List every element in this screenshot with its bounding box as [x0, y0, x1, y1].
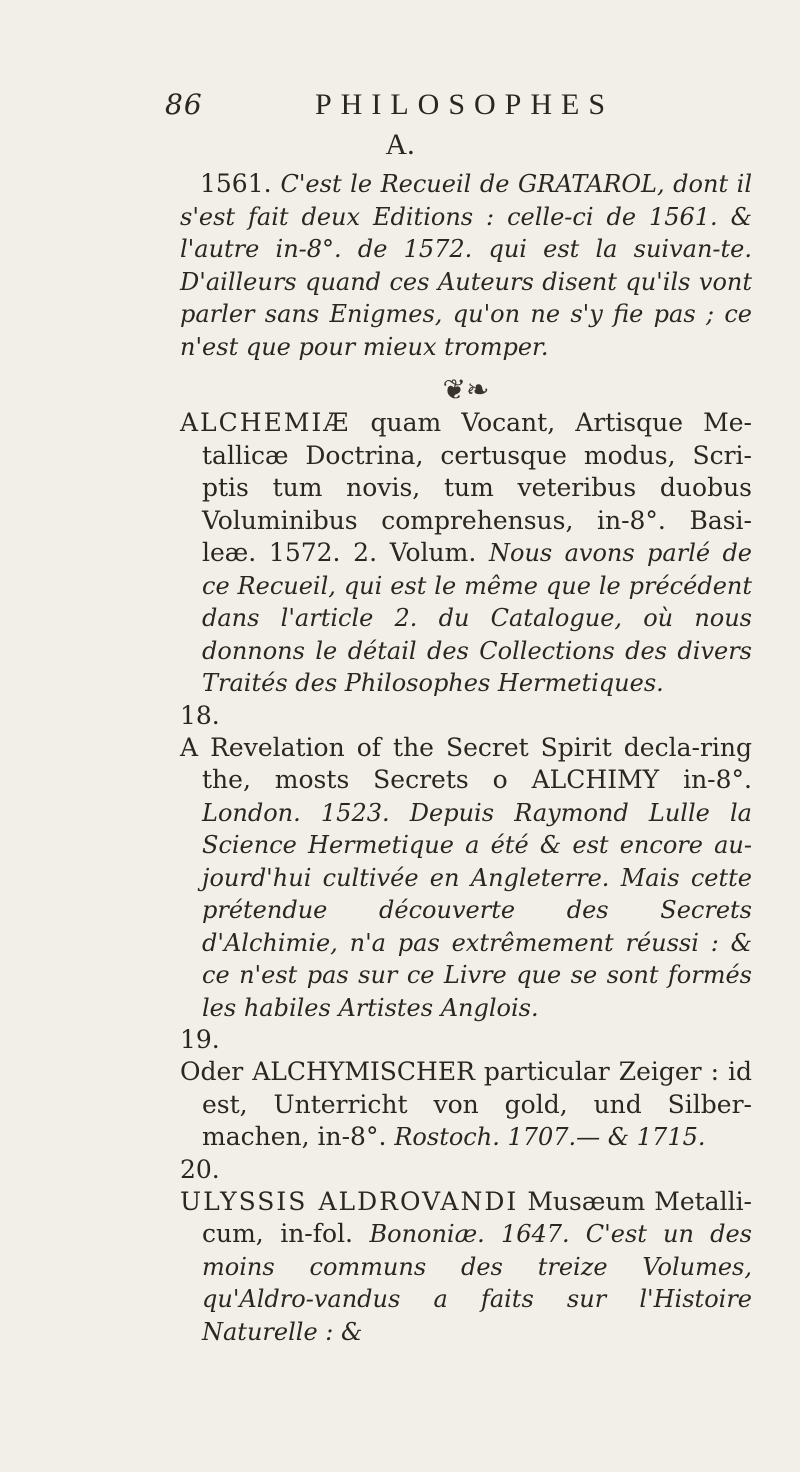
entry-1561 — [180, 168, 752, 363]
entry-lead: A — [180, 732, 199, 762]
entry-alchemiae — [180, 407, 752, 700]
entry-alchymischer — [180, 1056, 752, 1154]
entry-title: ALCHYMISCHER particular Zeiger : id est, Unterricht von gold, und Silber-machen, in-8°. — [202, 1057, 753, 1151]
entry-revelation — [180, 732, 752, 1025]
entry-title: Musæum Metalli-cum, in-fol. — [202, 1186, 753, 1248]
entry-number-18: 18. — [180, 700, 220, 730]
entry-aldrovandi — [180, 1186, 752, 1349]
running-header — [165, 88, 705, 128]
page-number: 86 — [165, 88, 203, 121]
fleuron-ornament: ❦❧ — [442, 373, 490, 406]
entry-number-20: 20. — [180, 1154, 220, 1184]
entry-title: quam Vocant, Artisque Me-tallicæ Doctrina, certusque modus, Scri-ptis tum novis, tum veteribus duobus Voluminibus comprehensus, in-8°. Basi-leæ. 1572. 2. Volum. — [202, 408, 753, 567]
entry-note: Nous avons parlé de ce Recueil, qui est le même que le précédent dans l'article 2. du Catalogue, où nous donnons le détail des Collections des divers Traités des Philosophes Hermetiques. — [202, 539, 753, 697]
entry-date: 1561. — [200, 169, 272, 198]
entry-number-19: 19. — [180, 1025, 220, 1054]
entry-lead: ALCHEMIÆ — [180, 408, 351, 437]
page-body — [180, 168, 752, 1348]
entry-note: Bononiæ. 1647. C'est un des moins communs des treize Volumes, qu'Aldro-vandus a faits sur l'Histoire Naturelle : & — [202, 1220, 752, 1346]
entry-note: C'est le Recueil de GRATAROL, dont il s'est fait deux Editions : celle-ci de 1561. & l'autre in-8°. de 1572. qui est la suivan-te. D'ailleurs quand ces Auteurs disent qu'ils vont parler sans Enigmes, qu'on ne s'y fie pas ; ce n'est que pour mieux tromper. — [180, 170, 753, 361]
entry-lead: Oder — [180, 1057, 244, 1086]
section-letter: A. — [385, 128, 415, 161]
running-title: PHILOSOPHES — [315, 88, 615, 121]
entry-note: London. 1523. Depuis Raymond Lulle la Science Hermetique a été & est encore au-jourd'hui cultivée en Angleterre. Mais cette prétendue découverte des Secrets d'Alchimie, n'a pas extrêmement réussi : & ce n'est pas sur ce Livre que se sont formés les habiles Artistes Anglois. — [202, 798, 752, 1022]
entry-note: Rostoch. 1707.— & 1715. — [394, 1123, 706, 1151]
entry-lead: ULYSSIS ALDROVANDI — [180, 1186, 519, 1216]
entry-title: Revelation of the Secret Spirit decla-ring the, mosts Secrets o ALCHIMY in-8°. — [202, 732, 752, 794]
